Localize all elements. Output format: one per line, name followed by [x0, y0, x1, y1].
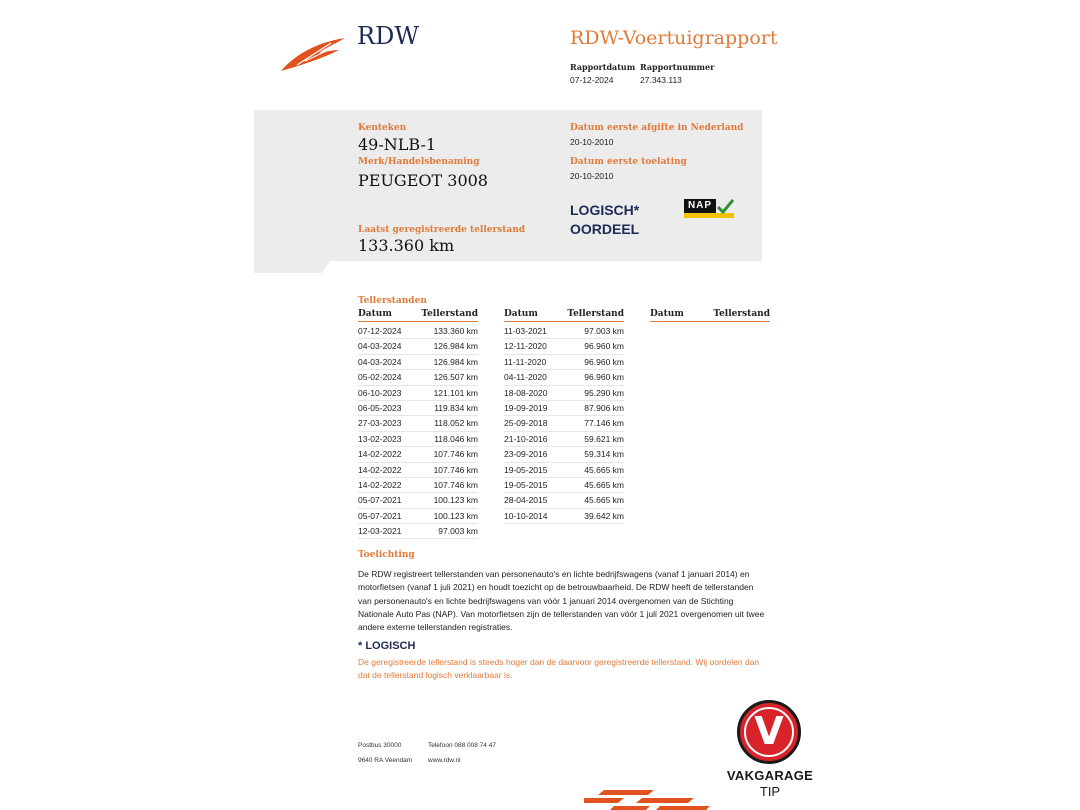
plate-value: 49-NLB-1 — [358, 135, 437, 154]
table-row — [504, 432, 624, 447]
table-row — [358, 447, 478, 462]
col-reading-header: Tellerstand — [567, 309, 624, 319]
reading-km: 119.834 km — [434, 402, 478, 413]
reading-km: 96.960 km — [584, 341, 624, 352]
table-row — [504, 324, 624, 339]
reading-km: 96.960 km — [584, 372, 624, 383]
col-date-header: Datum — [358, 309, 392, 319]
table-row — [504, 447, 624, 462]
reading-date: 06-10-2023 — [358, 387, 402, 398]
reading-date: 04-03-2024 — [358, 356, 402, 367]
footer-web[interactable]: www.rdw.nl — [428, 757, 461, 764]
reading-km: 118.052 km — [434, 418, 478, 429]
rdw-logo-icon — [279, 35, 349, 73]
table-row — [504, 401, 624, 416]
first-admission-label: Datum eerste toelating — [570, 157, 687, 167]
readings-rows-1 — [358, 324, 478, 539]
reading-km: 45.665 km — [584, 479, 624, 490]
table-row — [358, 478, 478, 493]
reading-date: 12-03-2021 — [358, 526, 402, 537]
table-row — [358, 386, 478, 401]
table-row — [358, 493, 478, 508]
table-row — [358, 416, 478, 431]
reading-date: 19-09-2019 — [504, 402, 548, 413]
first-admission-value: 20-10-2010 — [570, 171, 614, 181]
logisch-body: De geregistreerde tellerstand is steeds hoger dan de daarvoor geregistreerde tellerstand. Wij oordelen dan dat de tellerstand logisch verklaarbaar is. — [358, 657, 760, 681]
logisch-title: * LOGISCH — [358, 640, 416, 652]
reading-km: 118.046 km — [434, 433, 478, 444]
table-row — [358, 463, 478, 478]
report-number: 27.343.113 — [640, 75, 682, 85]
vakgarage-shield-icon — [737, 700, 801, 764]
reading-km: 133.360 km — [433, 326, 478, 336]
footer-postbus: Postbus 30000 — [358, 742, 402, 749]
first-issue-value: 20-10-2010 — [570, 137, 614, 147]
table-row — [504, 370, 624, 385]
reading-km: 126.984 km — [433, 341, 478, 352]
table-row — [358, 370, 478, 385]
reading-km: 97.003 km — [584, 326, 624, 336]
readings-table-3 — [650, 309, 770, 324]
reading-km: 107.746 km — [433, 464, 478, 475]
footer-city: 9640 RA Veendam — [358, 757, 413, 764]
first-issue-label: Datum eerste afgifte in Nederland — [570, 123, 744, 133]
reading-km: 100.123 km — [433, 510, 478, 521]
col-reading-header: Tellerstand — [421, 309, 478, 319]
table-row — [358, 401, 478, 416]
table-row — [504, 509, 624, 524]
readings-rows-2 — [504, 324, 624, 524]
table-row — [358, 324, 478, 339]
reading-km: 97.003 km — [438, 526, 478, 537]
readings-table-1 — [358, 309, 478, 539]
table-row — [504, 386, 624, 401]
report-number-label: Rapportnummer — [640, 62, 715, 72]
col-date-header: Datum — [504, 309, 538, 319]
vakgarage-name: VAKGARAGE — [726, 768, 814, 783]
reading-date: 12-11-2020 — [504, 341, 547, 352]
reading-km: 59.621 km — [584, 433, 624, 444]
readings-title: Tellerstanden — [358, 296, 427, 306]
reading-date: 18-08-2020 — [504, 387, 548, 398]
verdict-line2: OORDEEL — [570, 221, 640, 237]
readings-table-2 — [504, 309, 624, 524]
reading-date: 27-03-2023 — [358, 418, 402, 429]
table-row — [504, 355, 624, 370]
brand-value: PEUGEOT 3008 — [358, 171, 488, 190]
table-row — [358, 524, 478, 539]
reading-km: 126.507 km — [433, 372, 478, 383]
col-reading-header: Tellerstand — [713, 309, 770, 319]
table-row — [358, 339, 478, 354]
report-date: 07-12-2024 — [570, 75, 614, 85]
reading-km: 39.642 km — [584, 510, 624, 521]
reading-date: 11-03-2021 — [504, 326, 547, 336]
explanation-title: Toelichting — [358, 550, 415, 560]
reading-date: 05-02-2024 — [358, 372, 402, 383]
explanation-body: De RDW registreert tellerstanden van personenauto's en lichte bedrijfswagens (vanaf 1 januari 2014) en motorfietsen (vanaf 1 juli 2021) en houdt toezicht op de betrouwbaarheid. De RDW heeft de tellerstanden van personenauto's en lichte bedrijfswagens van vóór 1 januari 2014 overgenomen van de Stichting Nationale Auto Pas (NAP). Van motorfietsen zijn de tellerstanden van vóór 1 juli 2021 overgenomen uit twee andere externe tellerstanden registraties. — [358, 569, 765, 633]
reading-date: 07-12-2024 — [358, 326, 402, 336]
nap-badge — [684, 199, 734, 219]
vakgarage-letter: V — [754, 709, 784, 753]
reading-date: 04-03-2024 — [358, 341, 402, 352]
reading-km: 77.146 km — [584, 418, 624, 429]
odometer-value: 133.360 km — [358, 236, 455, 255]
plate-label: Kenteken — [358, 123, 407, 133]
reading-km: 59.314 km — [584, 449, 624, 460]
reading-km: 45.665 km — [584, 464, 624, 475]
reading-date: 14-02-2022 — [358, 464, 402, 475]
vakgarage-tip: TIP — [759, 784, 781, 799]
odometer-label: Laatst geregistreerde tellerstand — [358, 225, 526, 235]
reading-date: 21-10-2016 — [504, 433, 548, 444]
readings-header-1 — [358, 309, 478, 322]
table-row — [504, 478, 624, 493]
reading-date: 05-07-2021 — [358, 510, 402, 521]
reading-date: 19-05-2015 — [504, 479, 548, 490]
reading-km: 126.984 km — [433, 356, 478, 367]
reading-date: 05-07-2021 — [358, 495, 402, 506]
reading-km: 95.290 km — [584, 387, 624, 398]
org-name: RDW — [357, 22, 419, 50]
reading-km: 121.101 km — [433, 387, 478, 398]
reading-km: 100.123 km — [433, 495, 478, 506]
table-row — [504, 339, 624, 354]
footer-phone: Telefoon 088 008 74 47 — [428, 742, 496, 749]
report-title: RDW-Voertuigrapport — [570, 27, 778, 49]
reading-km: 107.746 km — [433, 449, 478, 460]
table-row — [358, 432, 478, 447]
table-row — [504, 416, 624, 431]
reading-km: 45.665 km — [584, 495, 624, 506]
readings-header-3 — [650, 309, 770, 322]
table-row — [504, 493, 624, 508]
table-row — [358, 509, 478, 524]
table-row — [504, 463, 624, 478]
reading-date: 25-09-2018 — [504, 418, 548, 429]
brand-label: Merk/Handelsbenaming — [358, 157, 480, 167]
reading-date: 14-02-2022 — [358, 449, 402, 460]
checkmark-icon — [717, 199, 734, 214]
nap-label: NAP — [684, 199, 716, 213]
readings-header-2 — [504, 309, 624, 322]
reading-date: 19-05-2015 — [504, 464, 548, 475]
reading-date: 28-04-2015 — [504, 495, 548, 506]
reading-date: 06-05-2023 — [358, 402, 402, 413]
reading-date: 13-02-2023 — [358, 433, 402, 444]
reading-km: 96.960 km — [584, 356, 624, 367]
reading-km: 107.746 km — [433, 479, 478, 490]
report-date-label: Rapportdatum — [570, 62, 636, 72]
reading-date: 14-02-2022 — [358, 479, 402, 490]
vehicle-panel-tab — [254, 258, 322, 273]
verdict-line1: LOGISCH* — [570, 202, 640, 218]
reading-date: 10-10-2014 — [504, 510, 548, 521]
rdw-stripes-icon — [584, 786, 714, 810]
reading-date: 11-11-2020 — [504, 356, 547, 367]
table-row — [358, 355, 478, 370]
col-date-header: Datum — [650, 309, 684, 319]
vakgarage-badge — [724, 700, 816, 804]
reading-km: 87.906 km — [584, 402, 624, 413]
reading-date: 23-09-2016 — [504, 449, 548, 460]
reading-date: 04-11-2020 — [504, 372, 547, 383]
